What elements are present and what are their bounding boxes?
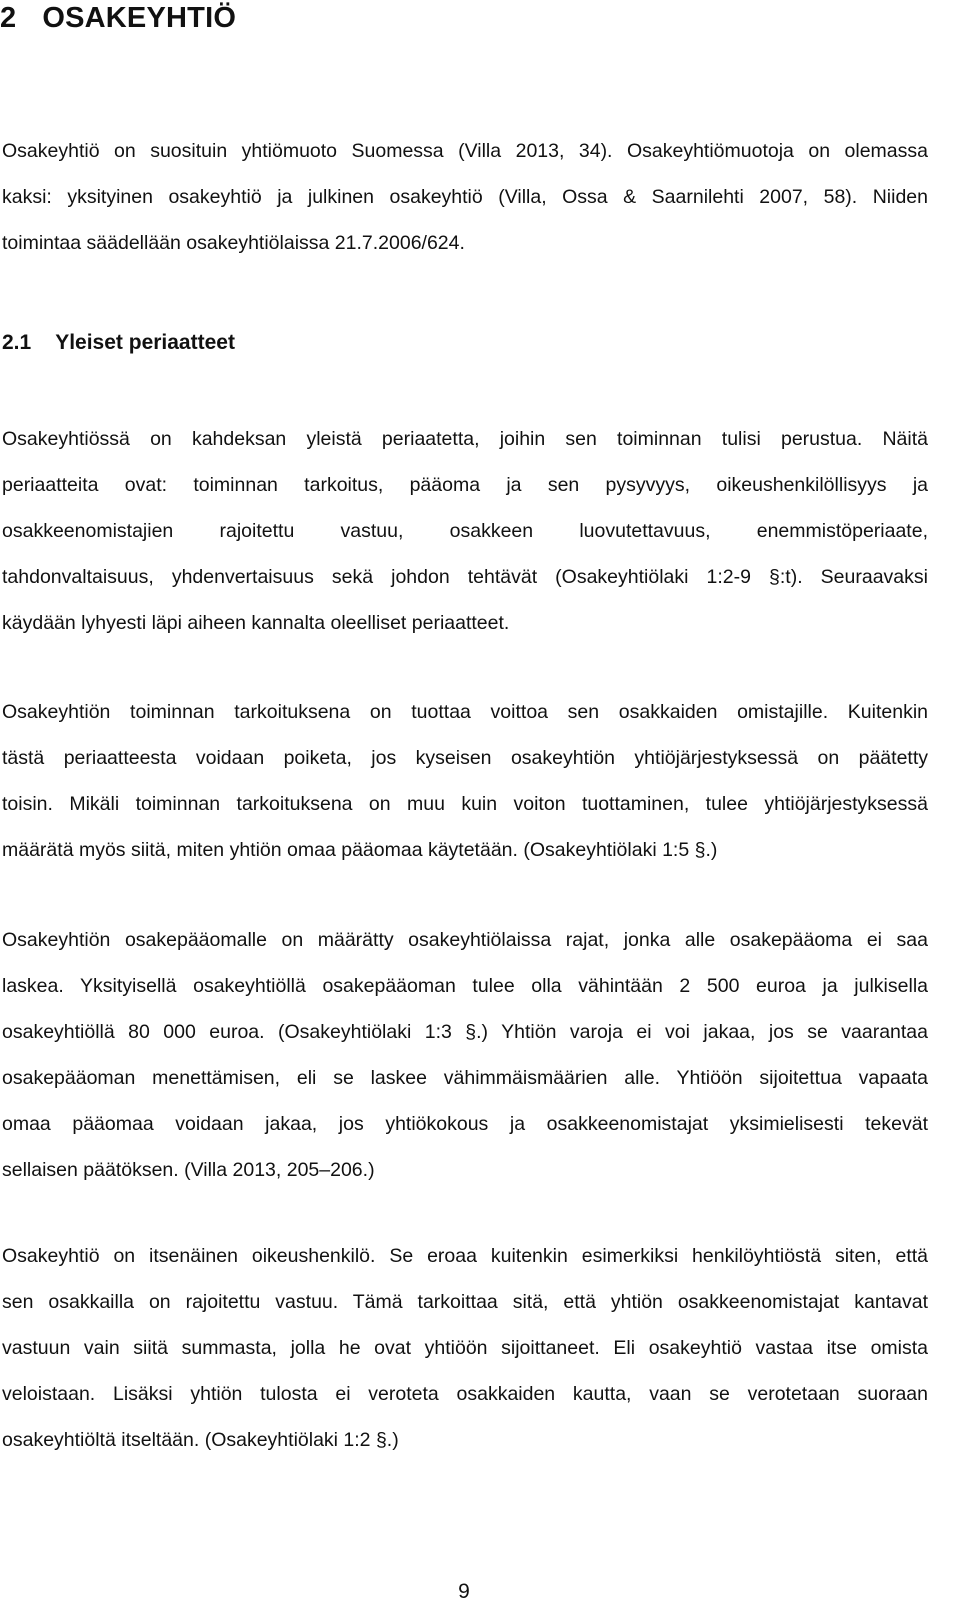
text-line: osakeyhtiöltä itseltään. (Osakeyhtiölaki 1:2 §.) [2, 1429, 399, 1451]
text-line: kaksi: yksityinen osakeyhtiö ja julkinen osakeyhtiö (Villa, Ossa & Saarnilehti 2007, 58). Niiden [2, 186, 928, 208]
text-line: sen osakkailla on rajoitettu vastuu. Tämä tarkoittaa sitä, että yhtiön osakkeenomistajat kantavat [2, 1291, 928, 1313]
text-line: määrätä myös siitä, miten yhtiön omaa pääomaa käytetään. (Osakeyhtiölaki 1:5 §.) [2, 839, 718, 861]
text-line: Osakeyhtiössä on kahdeksan yleistä periaatetta, joihin sen toiminnan tulisi perustua. Näitä [2, 428, 928, 450]
text-line: omaa pääomaa voidaan jakaa, jos yhtiökokous ja osakkeenomistajat yksimielisesti tekevät [2, 1113, 928, 1135]
chapter-title: OSAKEYHTIÖ [42, 2, 237, 34]
chapter-heading [0, 2, 236, 35]
text-line: tästä periaatteesta voidaan poiketa, jos kyseisen osakeyhtiön yhtiöjärjestyksessä on päätetty [2, 747, 928, 769]
text-line: toimintaa säädellään osakeyhtiölaissa 21.7.2006/624. [2, 232, 465, 254]
text-line: käydään lyhyesti läpi aiheen kannalta oleelliset periaatteet. [2, 612, 510, 634]
section-heading [2, 331, 235, 355]
text-line: osakeyhtiöllä 80 000 euroa. (Osakeyhtiölaki 1:3 §.) Yhtiön varoja ei voi jakaa, jos se vaarantaa [2, 1021, 928, 1043]
section-number: 2.1 [2, 331, 32, 354]
text-line: sellaisen päätöksen. (Villa 2013, 205–206.) [2, 1159, 375, 1181]
page-number: 9 [458, 1580, 470, 1603]
intro-paragraph [2, 128, 928, 266]
text-line: Osakeyhtiö on itsenäinen oikeushenkilö. Se eroaa kuitenkin esimerkiksi henkilöyhtiöstä siten, että [2, 1245, 928, 1267]
paragraph-purpose [2, 689, 928, 873]
text-line: laskea. Yksityisellä osakeyhtiöllä osakepääoman tulee olla vähintään 2 500 euroa ja julkisella [2, 975, 928, 997]
text-line: osakepääoman menettämisen, eli se laskee vähimmäismäärien alle. Yhtiöön sijoitettua vapaata [2, 1067, 928, 1089]
text-line: vastuun vain siitä summasta, jolla he ovat yhtiöön sijoittaneet. Eli osakeyhtiö vastaa itse omista [2, 1337, 928, 1359]
text-line: periaatteita ovat: toiminnan tarkoitus, pääoma ja sen pysyvyys, oikeushenkilöllisyys ja [2, 474, 928, 496]
text-line: veloistaan. Lisäksi yhtiön tulosta ei veroteta osakkaiden kautta, vaan se verotetaan suoraan [2, 1383, 928, 1405]
text-line: Osakeyhtiön toiminnan tarkoituksena on tuottaa voittoa sen osakkaiden omistajille. Kuitenkin [2, 701, 928, 723]
chapter-number: 2 [0, 2, 17, 34]
paragraph-principles [2, 416, 928, 646]
text-line: toisin. Mikäli toiminnan tarkoituksena on muu kuin voiton tuottaminen, tulee yhtiöjärjestyksessä [2, 793, 928, 815]
text-line: tahdonvaltaisuus, yhdenvertaisuus sekä johdon tehtävät (Osakeyhtiölaki 1:2-9 §:t). Seuraavaksi [2, 566, 928, 588]
text-line: osakkeenomistajien rajoitettu vastuu, osakkeen luovutettavuus, enemmistöperiaate, [2, 520, 928, 542]
text-line: Osakeyhtiön osakepääomalle on määrätty osakeyhtiölaissa rajat, jonka alle osakepääoma ei saa [2, 929, 928, 951]
paragraph-share-capital [2, 917, 928, 1193]
section-title: Yleiset periaatteet [55, 331, 235, 354]
paragraph-legal-person [2, 1233, 928, 1463]
text-line: Osakeyhtiö on suosituin yhtiömuoto Suomessa (Villa 2013, 34). Osakeyhtiömuotoja on olemassa [2, 140, 928, 162]
